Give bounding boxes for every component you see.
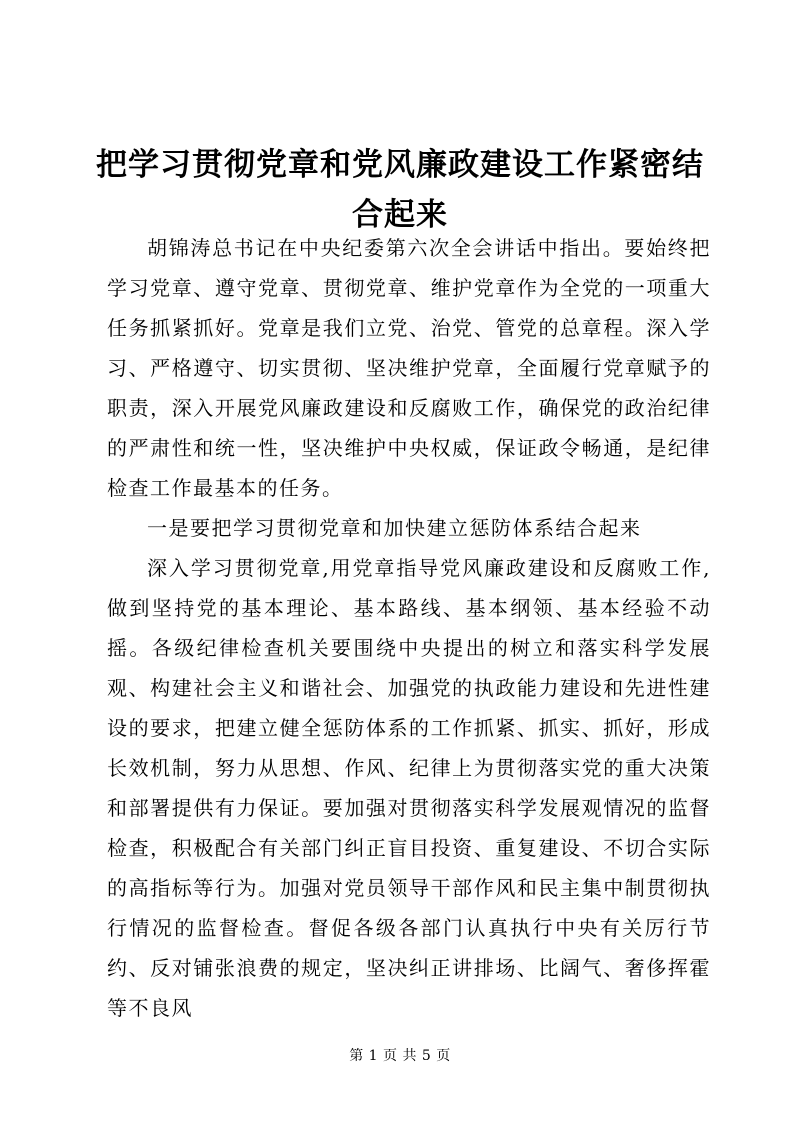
document-body <box>107 228 711 1028</box>
page-number-footer: 第 1 页 共 5 页 <box>349 1048 451 1064</box>
paragraph-intro: 胡锦涛总书记在中央纪委第六次全会讲话中指出。要始终把学习党章、遵守党章、贯彻党章、维护党章作为全党的一项重大任务抓紧抓好。党章是我们立党、治党、管党的总章程。深入学习、严格遵守、切实贯彻、坚决维护党章，全面履行党章赋予的职责，深入开展党风廉政建设和反腐败工作，确保党的政治纪律的严肃性和统一性，坚决维护中央权威，保证政令畅通，是纪律检查工作最基本的任务。 <box>107 236 711 500</box>
page-title: 把学习贯彻党章和党风廉政建设工作紧密结合起来 <box>96 147 704 233</box>
section-heading: 一是要把学习贯彻党章和加快建立惩防体系结合起来 <box>147 516 642 540</box>
paragraph-section-body: 深入学习贯彻党章,用党章指导党风廉政建设和反腐败工作,做到坚持党的基本理论、基本路线、基本纲领、基本经验不动摇。各级纪律检查机关要围绕中央提出的树立和落实科学发展观、构建社会主义和谐社会、加强党的执政能力建设和先进性建设的要求，把建立健全惩防体系的工作抓紧、抓实、抓好，形成长效机制，努力从思想、作风、纪律上为贯彻落实党的重大决策和部署提供有力保证。要加强对贯彻落实科学发展观情况的监督检查，积极配合有关部门纠正盲目投资、重复建设、不切合实际的高指标等行为。加强对党员领导干部作风和民主集中制贯彻执行情况的监督检查。督促各级各部门认真执行中央有关厉行节约、反对铺张浪费的规定，坚决纠正讲排场、比阔气、奢侈挥霍等不良风 <box>107 556 711 1020</box>
